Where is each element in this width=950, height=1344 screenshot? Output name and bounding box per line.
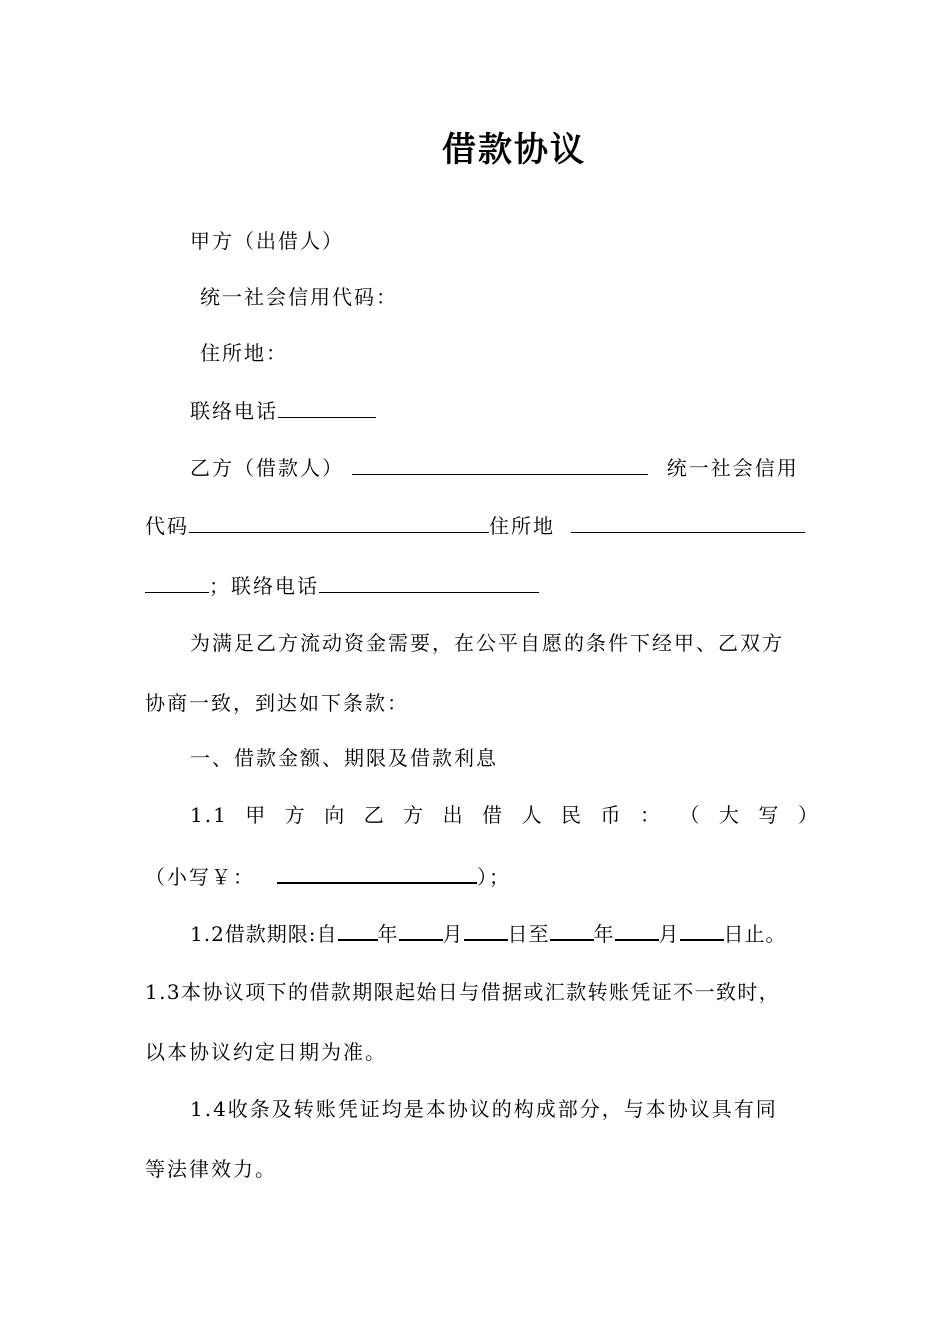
clause-1-1-char: 甲 <box>245 803 268 827</box>
party-b-address-blank-cont[interactable] <box>145 570 209 593</box>
clause-1-1-char: 向 <box>324 803 347 827</box>
start-month-blank[interactable] <box>399 917 443 941</box>
end-month-blank[interactable] <box>615 917 659 941</box>
clause-1-1-spread <box>190 800 820 830</box>
party-b-name-blank[interactable] <box>352 452 648 475</box>
party-b-address-label: 住所地 <box>489 514 555 538</box>
clause-1-1-char: 方 <box>403 803 426 827</box>
clause-1-1-char: 写 <box>758 803 781 827</box>
document-title: 借款协议 <box>442 130 586 170</box>
end-year-blank[interactable] <box>550 917 594 941</box>
clause-1-2-year: 年 <box>377 922 399 946</box>
party-b-address-blank[interactable] <box>571 510 805 533</box>
clause-1-1-char: ） <box>797 803 820 827</box>
party-a-phone-blank[interactable] <box>278 395 376 418</box>
clause-1-1-line-1 <box>190 800 870 830</box>
end-day-blank[interactable] <box>680 917 724 941</box>
party-b-phone-label: ；联络电话 <box>209 574 319 598</box>
clause-1-3-line-2: 以本协议约定日期为准。 <box>145 1040 387 1064</box>
clause-1-4-line-2: 等法律效力。 <box>145 1157 277 1181</box>
party-a-label: 甲方（出借人） <box>190 229 344 253</box>
start-year-blank[interactable] <box>338 917 378 941</box>
intro-line-2: 协商一致，到达如下条款： <box>145 691 409 715</box>
clause-1-2-day-end: 日止。 <box>723 922 787 946</box>
clause-1-1-char: 人 <box>521 803 544 827</box>
party-b-line-1 <box>190 452 870 483</box>
party-a-credit-code-label: 统一社会信用代码： <box>200 285 398 309</box>
clause-1-1-char: 民 <box>561 803 584 827</box>
clause-1-1-char: 出 <box>442 803 465 827</box>
party-b-line-3 <box>145 570 825 601</box>
party-a-phone-label: 联络电话 <box>190 399 278 423</box>
clause-1-1-line-2 <box>145 860 825 892</box>
party-a-address-label: 住所地： <box>200 341 288 365</box>
clause-1-1-small-label: （小写￥： <box>145 865 255 889</box>
party-b-phone-blank[interactable] <box>319 570 539 593</box>
party-b-label: 乙方（借款人） <box>190 456 344 480</box>
clause-1-1-char: 大 <box>718 803 741 827</box>
clause-1-1-char: 借 <box>482 803 505 827</box>
clause-1-1-char: ： <box>639 803 662 827</box>
party-b-credit-code-blank[interactable] <box>189 510 489 533</box>
clause-1-1-small-end: ）； <box>477 865 511 889</box>
clause-1-2-month: 月 <box>442 922 464 946</box>
clause-1-1-char: （ <box>679 803 702 827</box>
intro-line-1: 为满足乙方流动资金需要，在公平自愿的条件下经甲、乙双方 <box>190 631 784 655</box>
clause-1-2-day-to: 日至 <box>507 922 550 946</box>
clause-1-1-char: 乙 <box>363 803 386 827</box>
clause-1-2-year-2: 年 <box>593 922 615 946</box>
party-b-credit-code-label-2: 代码 <box>145 514 189 538</box>
clause-1-1-char: 1.1 <box>190 803 228 827</box>
section-1-heading: 一、借款金额、期限及借款利息 <box>190 746 498 770</box>
clause-1-4-line-1: 1.4收条及转账凭证均是本协议的构成部分，与本协议具有同 <box>190 1097 778 1121</box>
clause-1-1-char: 方 <box>284 803 307 827</box>
clause-1-2-line <box>190 917 870 949</box>
clause-1-1-char: 币 <box>600 803 623 827</box>
party-b-credit-code-label-1: 统一社会信用 <box>666 456 799 480</box>
start-day-blank[interactable] <box>464 917 508 941</box>
party-a-phone-line <box>190 395 870 426</box>
clause-1-2-label: 1.2借款期限:自 <box>190 922 338 946</box>
party-b-line-2 <box>145 510 825 541</box>
clause-1-3-line-1: 1.3本协议项下的借款期限起始日与借据或汇款转账凭证不一致时， <box>145 980 781 1004</box>
clause-1-2-month-2: 月 <box>658 922 680 946</box>
amount-lowercase-blank[interactable] <box>277 860 477 884</box>
